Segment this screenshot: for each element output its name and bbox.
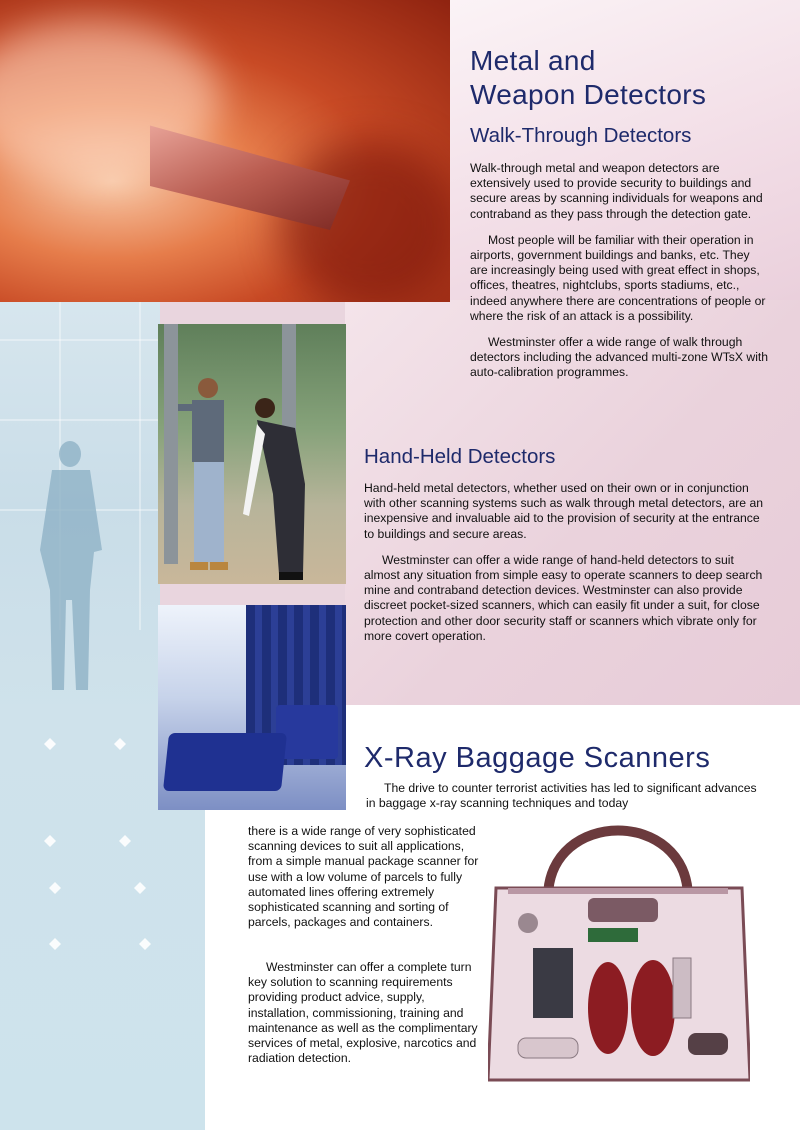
person-being-scanned — [178, 374, 238, 574]
baggage-scanner-photo — [158, 605, 346, 810]
hand-held-heading: Hand-Held Detectors — [364, 445, 556, 468]
businessman-silhouette — [30, 440, 130, 700]
hero-knife-photo — [0, 0, 450, 302]
main-title — [470, 44, 790, 112]
walkthrough-detector-photo — [158, 324, 346, 584]
walk-through-paragraph-3: Westminster offer a wide range of walk through detectors including the advanced multi-zone WTsX with auto-calibration programmes. — [470, 335, 769, 380]
gate-post-left — [164, 324, 178, 564]
walk-through-paragraph-2: Most people will be familiar with their operation in airports, government buildings and banks, etc. They are increasingly being used with great effect in shops, offices, theatres, nightclubs, sports stadiums, etc., indeed anywhere there are concentrations of people or where the risk of an attack is a possibility. — [470, 232, 766, 323]
walk-through-heading: Walk-Through Detectors — [470, 124, 692, 147]
xray-paragraph-1b: there is a wide range of very sophisticated scanning devices to suit all applications, from a simple manual package scanner for use with a low volume of parcels to fully automated lines offering extremely sophisticated scanning and sorting of parcels, packages and containers. — [248, 824, 479, 930]
hand-held-paragraph-1: Hand-held metal detectors, whether used on their own or in conjunction with other scanning systems such as walk through metal detectors, are an inexpensive and invaluable aid to the provision of security at the entrance to buildings and secure areas. — [364, 481, 763, 541]
walk-through-paragraph-1: Walk-through metal and weapon detectors are extensively used to provide security to buildings and secure areas by scanning individuals for weapons and contraband as they pass through the detection gate. — [470, 161, 763, 221]
xray-handbag-image — [488, 818, 750, 1088]
knife-blade — [150, 120, 350, 230]
security-officer — [243, 394, 323, 584]
xray-heading: X-Ray Baggage Scanners — [364, 742, 711, 774]
xray-paragraph-2: Westminster can offer a complete turn key solution to scanning requirements providing product advice, supply, installation, commissioning, training and maintenance as well as the complimentary services of metal, explosive, narcotics and radiation detection. — [248, 960, 478, 1066]
large-suitcase — [163, 733, 287, 791]
small-suitcase — [276, 705, 338, 759]
hand-held-paragraph-2: Westminster can offer a wide range of hand-held detectors to suit almost any situation from simple easy to operate scanners to deep search mine and contraband detection devices. Westminster can also provide discreet pocket-sized scanners, which can easily fit under a suit, for close protection and other door security staff or scanners which vibrate only for more covert operation. — [364, 552, 763, 643]
walk-through-body — [470, 161, 770, 381]
hand-held-body — [364, 481, 764, 644]
main-title-line-1: Metal and — [470, 45, 596, 76]
main-title-line-2: Weapon Detectors — [470, 79, 707, 110]
xray-paragraph-1a: The drive to counter terrorist activities has led to significant advances in baggage x-ray scanning techniques and today — [366, 781, 757, 811]
